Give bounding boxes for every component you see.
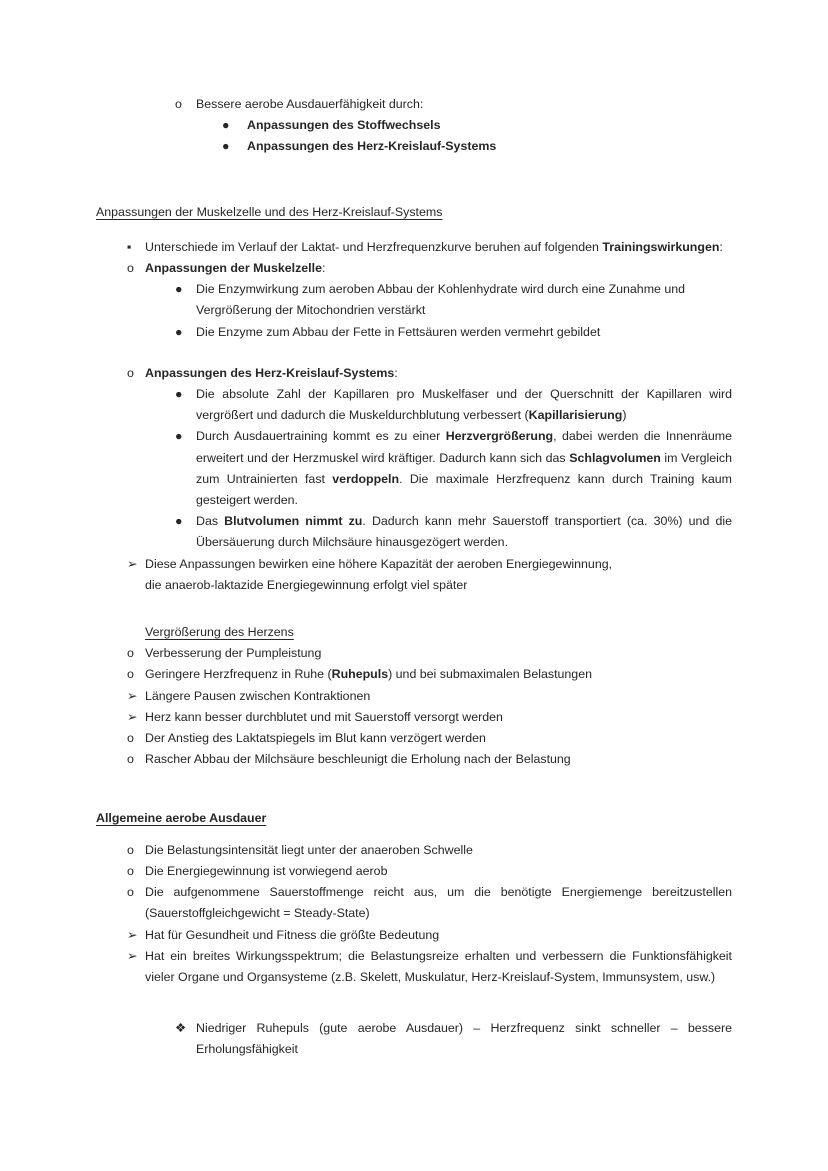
text-run-bold: Anpassungen der Muskelzelle (145, 261, 322, 276)
spacer (96, 158, 732, 202)
spacer (96, 343, 732, 363)
circle-bullet-icon: o (127, 885, 134, 900)
list-item-label (145, 258, 732, 279)
text-run: : (394, 365, 398, 380)
text-run-bold: Schlagvolumen (569, 450, 661, 465)
dot-bullet-icon: ● (222, 139, 230, 154)
dot-bullet-icon: ● (175, 324, 183, 339)
text-run: Durch Ausdauertraining kommt es zu einer (196, 429, 446, 444)
circle-bullet-icon: o (127, 842, 134, 857)
list-item (127, 882, 732, 924)
list-item-label: Längere Pausen zwischen Kontraktionen (145, 688, 371, 703)
dot-bullet-icon: ● (222, 118, 230, 133)
spacer (96, 988, 732, 1018)
circle-bullet-icon: o (127, 863, 134, 878)
list-item-label: Herz kann besser durchblutet und mit Sauerstoff versorgt werden (145, 709, 503, 724)
text-run-bold: Trainingswirkungen (602, 239, 720, 254)
list-item (127, 686, 732, 707)
arrow-bullet-icon: ➢ (127, 709, 138, 724)
text-run: . Die maximale Herzfrequenz kann durch Training kaum gesteigert werden. (196, 471, 732, 508)
document-content (96, 94, 732, 1061)
list-item-label: Rascher Abbau der Milchsäure beschleunigt die Erholung nach der Belastung (145, 752, 571, 767)
list-item-label: Die Enzyme zum Abbau der Fette in Fettsäuren werden vermehrt gebildet (196, 324, 601, 339)
list-item-label (196, 384, 732, 426)
list-item (127, 925, 732, 946)
section-heading-vergroesserung: Vergrößerung des Herzens (145, 625, 294, 640)
list-item (175, 384, 732, 426)
list-item-label: Der Anstieg des Laktatspiegels im Blut kann verzögert werden (145, 731, 486, 746)
text-run: : (321, 261, 326, 276)
text-run: , dabei werden die Innenräume erweitert und der Herzmuskel wird kräftiger. Dadurch kann sich das (196, 429, 732, 465)
list-item (127, 237, 732, 258)
list-item (127, 664, 732, 685)
list-item (175, 511, 732, 553)
arrow-bullet-icon: ➢ (127, 927, 138, 942)
dot-bullet-icon: ● (175, 282, 183, 297)
list-item-label (145, 363, 732, 384)
list-item-label (196, 426, 732, 511)
text-run: Die absolute Zahl der Kapillaren pro Muskelfaser und der Querschnitt der Kapillaren wird vergrößert und dadurch die Muskeldurchblutung verbessert ( (196, 387, 732, 423)
diamond-bullet-icon: ❖ (175, 1021, 187, 1036)
text-run: Diese Anpassungen bewirken eine höhere Kapazität der aeroben Energiegewinnung, (145, 556, 613, 571)
list-item (175, 279, 732, 321)
circle-bullet-icon: o (127, 731, 134, 746)
list-item-label: Die Belastungsintensität liegt unter der anaeroben Schwelle (145, 842, 473, 857)
text-run-bold: Anpassungen des Herz-Kreislauf-Systems (145, 365, 395, 380)
list-item-label (145, 554, 732, 596)
list-item (127, 363, 732, 384)
list-item (127, 258, 732, 279)
list-item-label (145, 664, 732, 685)
dot-bullet-icon: ● (175, 514, 183, 529)
list-item (127, 861, 732, 882)
arrow-bullet-icon: ➢ (127, 948, 138, 963)
list-item (222, 115, 732, 136)
list-item (175, 322, 732, 343)
circle-bullet-icon: o (127, 365, 134, 380)
list-item-label: Anpassungen des Herz-Kreislauf-Systems (247, 139, 497, 154)
list-item (222, 136, 732, 157)
circle-bullet-icon: o (127, 261, 134, 276)
list-item (175, 94, 732, 115)
text-run: die anaerob-laktazide Energiegewinnung erfolgt viel später (145, 577, 468, 592)
text-run: ) und bei submaximalen Belastungen (388, 667, 592, 682)
spacer (96, 223, 732, 237)
list-item-label (145, 237, 732, 258)
text-run: . Dadurch kann mehr Sauerstoff transportiert (ca. 30%) und die Übersäuerung durch Milchsäure hinausgezögert werden. (196, 514, 732, 550)
list-item-label: Anpassungen des Stoffwechsels (247, 118, 441, 133)
circle-bullet-icon: o (127, 752, 134, 767)
section-heading-allgemeine: Allgemeine aerobe Ausdauer (96, 811, 267, 826)
dot-bullet-icon: ● (175, 429, 183, 444)
spacer (96, 830, 732, 840)
text-run: ) (622, 408, 627, 423)
square-bullet-icon: ▪ (127, 239, 132, 254)
circle-bullet-icon: o (175, 97, 182, 111)
list-item-label: Die aufgenommene Sauerstoffmenge reicht aus, um die benötigte Energiemenge bereitzustellen (Sauerstoffgleichgewicht = Steady-State) (145, 885, 732, 921)
list-item-label: Hat ein breites Wirkungsspektrum; die Belastungsreize erhalten und verbessern die Funktionsfähigkeit vieler Organe und Organsysteme (z.B. Skelett, Muskulatur, Herz-Kreislauf-System, Immunsystem, usw.) (145, 948, 732, 984)
list-item-label: Bessere aerobe Ausdauerfähigkeit durch: (196, 97, 424, 111)
list-item (127, 946, 732, 988)
list-item-label (196, 511, 732, 553)
list-item (127, 840, 732, 861)
text-run-bold: Herzvergrößerung (445, 429, 554, 444)
spacer (96, 770, 732, 808)
text-run-bold: verdoppeln (332, 471, 400, 486)
text-run: im Vergleich zum Untrainierten fast (196, 450, 732, 486)
section-heading-anpassungen: Anpassungen der Muskelzelle und des Herz-Kreislauf-Systems (96, 204, 443, 219)
list-item (127, 749, 732, 770)
list-item (127, 728, 732, 749)
text-run: Das (196, 514, 225, 529)
text-run: : (719, 239, 723, 254)
list-item (175, 426, 732, 511)
circle-bullet-icon: o (127, 667, 134, 682)
list-item-label: Verbesserung der Pumpleistung (145, 646, 322, 661)
text-run-bold: Blutvolumen nimmt zu (224, 514, 363, 529)
list-item (127, 554, 732, 596)
dot-bullet-icon: ● (175, 387, 183, 402)
circle-bullet-icon: o (127, 646, 134, 661)
list-item-label: Niedriger Ruhepuls (gute aerobe Ausdauer) – Herzfrequenz sinkt schneller – bessere Erholungsfähigkeit (196, 1021, 732, 1057)
text-run-bold: Kapillarisierung (528, 408, 623, 423)
arrow-bullet-icon: ➢ (127, 688, 138, 703)
list-item (127, 643, 732, 664)
list-item-label: Hat für Gesundheit und Fitness die größte Bedeutung (145, 927, 440, 942)
list-item-label: Die Enzymwirkung zum aeroben Abbau der Kohlenhydrate wird durch eine Zunahme und Vergrößerung der Mitochondrien verstärkt (196, 282, 686, 318)
list-item (175, 1018, 732, 1060)
list-item-label: Die Energiegewinnung ist vorwiegend aerob (145, 863, 388, 878)
spacer (96, 596, 732, 622)
list-item (127, 707, 732, 728)
text-run-bold: Ruhepuls (331, 667, 389, 682)
text-run: Unterschiede im Verlauf der Laktat- und Herzfrequenzkurve beruhen auf folgenden (145, 239, 603, 254)
text-run: Geringere Herzfrequenz in Ruhe ( (145, 667, 332, 682)
arrow-bullet-icon: ➢ (127, 556, 138, 571)
